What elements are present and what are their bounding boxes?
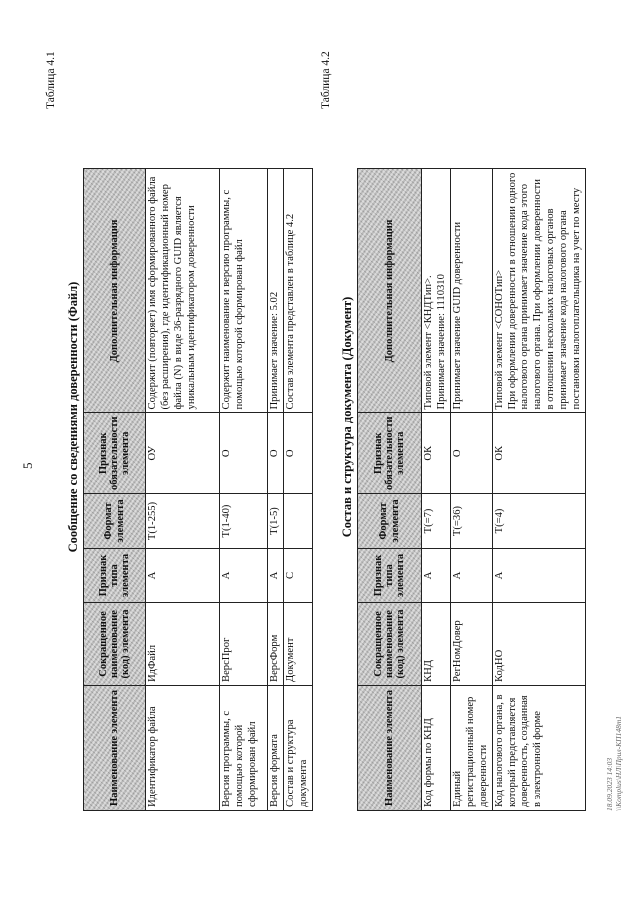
table-cell: T(1-40) bbox=[220, 494, 268, 549]
table-cell: Содержит наименование и версию программы, с помощью которой сформирован файл bbox=[220, 169, 268, 413]
table-cell: T(=7) bbox=[422, 494, 451, 549]
table-cell: Версия программы, с помощью которой сформирован файл bbox=[220, 686, 268, 811]
table-cell: Состав элемента представлен в таблице 4.2 bbox=[283, 169, 312, 413]
table-cell: T(1-5) bbox=[268, 494, 284, 549]
table-cell: Принимает значение: 5.02 bbox=[268, 169, 284, 413]
table-cell: О bbox=[450, 413, 492, 494]
table-cell: ОУ bbox=[146, 413, 220, 494]
footer-path: \\Komplus\НЛ\Прил-КП148т1 bbox=[613, 716, 623, 811]
page-number: 5 bbox=[20, 462, 35, 469]
header-cell: Признак обязательности элемента bbox=[84, 413, 146, 494]
table-cell: А bbox=[422, 549, 451, 603]
table-cell: Состав и структура документа bbox=[283, 686, 312, 811]
table-cell: ИдФайл bbox=[146, 603, 220, 686]
header-cell: Признак обязательности элемента bbox=[358, 413, 422, 494]
table-4-2 bbox=[357, 168, 586, 811]
header-cell: Формат элемента bbox=[358, 494, 422, 549]
table-header-row bbox=[84, 169, 146, 811]
file-path-footer bbox=[606, 716, 623, 811]
table-cell: Код налогового органа, в который представляется доверенность, созданная в электронной форме bbox=[492, 686, 585, 811]
table-row bbox=[492, 169, 585, 811]
header-cell: Наименование элемента bbox=[84, 686, 146, 811]
table-cell: Документ bbox=[283, 603, 312, 686]
table-cell: А bbox=[146, 549, 220, 603]
table-row bbox=[422, 169, 451, 811]
table-cell: О bbox=[220, 413, 268, 494]
table-4-2-label: Таблица 4.2 bbox=[320, 51, 332, 109]
table-header-row bbox=[358, 169, 422, 811]
header-cell: Дополнительная информация bbox=[358, 169, 422, 413]
table-row bbox=[283, 169, 312, 811]
table-cell: Типовой элемент <СОНОТип> При оформлении доверенности в отношении одного налогового органа принимает значение кода этого налогового органа. При оформлении доверенности в отношении нескольких налоговых органов принимает значение кода налогового органа постановки налогоплательщика на учет по месту bbox=[492, 169, 585, 413]
table-cell: Версия формата bbox=[268, 686, 284, 811]
table-cell: О bbox=[268, 413, 284, 494]
header-cell: Дополнительная информация bbox=[84, 169, 146, 413]
table-cell: Принимает значение GUID доверенности bbox=[450, 169, 492, 413]
table-cell bbox=[283, 494, 312, 549]
table-cell: ОК bbox=[492, 413, 585, 494]
table-row bbox=[450, 169, 492, 811]
header-cell: Признак типа элемента bbox=[84, 549, 146, 603]
table-cell: А bbox=[492, 549, 585, 603]
table-cell: ВерсФорм bbox=[268, 603, 284, 686]
table-cell: T(=36) bbox=[450, 494, 492, 549]
table-cell: А bbox=[220, 549, 268, 603]
table-cell: T(1-255) bbox=[146, 494, 220, 549]
table-cell: А bbox=[450, 549, 492, 603]
header-cell: Сокращенное наименование (код) элемента bbox=[358, 603, 422, 686]
table-4-2-title: Состав и структура документа (Документ) bbox=[340, 296, 354, 538]
table-cell: С bbox=[283, 549, 312, 603]
table-cell: ВерсПрог bbox=[220, 603, 268, 686]
header-cell: Формат элемента bbox=[84, 494, 146, 549]
table-cell: Содержит (повторяет) имя сформированного файла (без расширения), где идентификационный номер файла (N) в виде 36-разрядного GUID является уникальным идентификатором доверенности bbox=[146, 169, 220, 413]
table-cell: Единый регистрационный номер доверенности bbox=[450, 686, 492, 811]
table-cell: Код формы по КНД bbox=[422, 686, 451, 811]
footer-timestamp: 18.09.2023 14:03 bbox=[605, 757, 614, 811]
header-cell: Признак типа элемента bbox=[358, 549, 422, 603]
table-row bbox=[268, 169, 284, 811]
table-row bbox=[146, 169, 220, 811]
table-cell: Идентификатор файла bbox=[146, 686, 220, 811]
header-cell: Сокращенное наименование (код) элемента bbox=[84, 603, 146, 686]
table-cell: Типовой элемент <КНДТип>. Принимает значение: 1110310 bbox=[422, 169, 451, 413]
table-cell: А bbox=[268, 549, 284, 603]
table-cell: КНД bbox=[422, 603, 451, 686]
table-4-1-title: Сообщение со сведениями доверенности (Файл) bbox=[66, 281, 80, 553]
table-cell: КодНО bbox=[492, 603, 585, 686]
table-cell: ОК bbox=[422, 413, 451, 494]
table-cell: О bbox=[283, 413, 312, 494]
table-4-1 bbox=[83, 168, 313, 811]
table-row bbox=[220, 169, 268, 811]
table-4-1-label: Таблица 4.1 bbox=[45, 51, 57, 109]
header-cell: Наименование элемента bbox=[358, 686, 422, 811]
table-cell: T(=4) bbox=[492, 494, 585, 549]
table-cell: РегНомДовер bbox=[450, 603, 492, 686]
